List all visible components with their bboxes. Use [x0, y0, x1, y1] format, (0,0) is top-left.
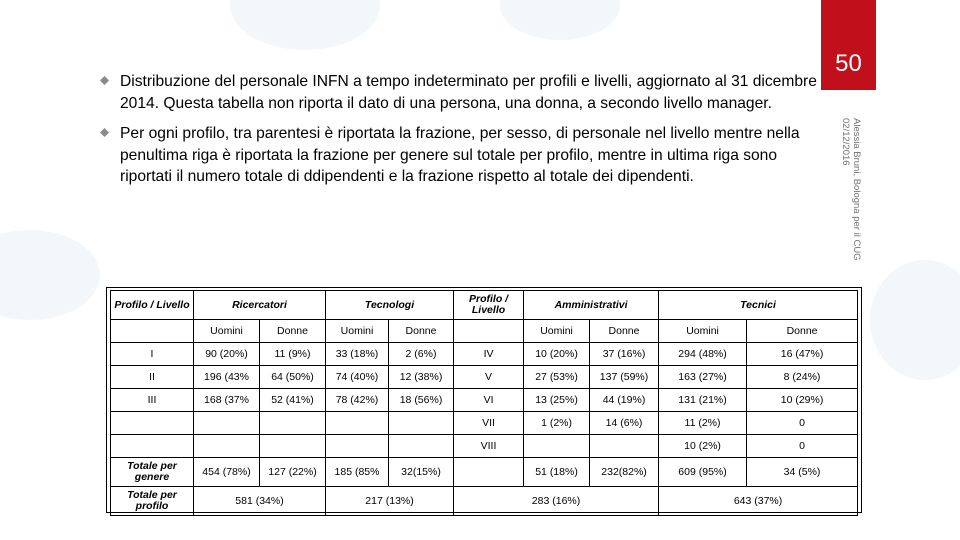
- cell: 34 (5%): [747, 458, 858, 487]
- cell: 127 (22%): [260, 458, 326, 487]
- cell: 196 (43%: [194, 366, 260, 389]
- header-tecnici: Tecnici: [659, 291, 858, 320]
- cell: 51 (18%): [524, 458, 590, 487]
- cell-level: [111, 435, 194, 458]
- cell-level: I: [111, 343, 194, 366]
- header-profilo-livello-2: Profilo / Livello: [454, 291, 524, 320]
- cell: 454 (78%): [194, 458, 260, 487]
- background-blob: [870, 260, 960, 380]
- cell: 27 (53%): [524, 366, 590, 389]
- sub-donne: Donne: [590, 320, 659, 343]
- background-blob: [500, 0, 620, 40]
- cell: 10 (29%): [747, 389, 858, 412]
- cell: 232(82%): [590, 458, 659, 487]
- bullet-text: Per ogni profilo, tra parentesi è riportata la frazione, per sesso, di personale nel livello mentre nella penultima riga è riportata la frazione per genere sul totale per profilo, mentre in ultima riga sono riportati il numero totale di ddipendenti e la frazione rispetto al totale dei dipendenti.: [120, 125, 800, 185]
- cell-level: V: [454, 366, 524, 389]
- cell: 581 (34%): [194, 487, 326, 516]
- cell: 14 (6%): [590, 412, 659, 435]
- cell: 283 (16%): [454, 487, 659, 516]
- cell: 74 (40%): [326, 366, 389, 389]
- cell: 32(15%): [389, 458, 454, 487]
- cell: [389, 412, 454, 435]
- cell: 12 (38%): [389, 366, 454, 389]
- cell: 10 (2%): [659, 435, 747, 458]
- cell: 90 (20%): [194, 343, 260, 366]
- table-row: [111, 435, 858, 458]
- totale-genere-row: [111, 458, 858, 487]
- cell: 131 (21%): [659, 389, 747, 412]
- cell-level: VI: [454, 389, 524, 412]
- cell: 168 (37%: [194, 389, 260, 412]
- cell: 1 (2%): [524, 412, 590, 435]
- sub-donne: Donne: [389, 320, 454, 343]
- diamond-bullet-icon: [100, 76, 109, 85]
- author-text: Alessia Bruni, Bologna per il CUG: [851, 118, 862, 261]
- table-subheader-row: [111, 320, 858, 343]
- totale-profilo-row: [111, 487, 858, 516]
- date-text: 02/12/2016: [840, 118, 851, 166]
- sub-uomini: Uomini: [194, 320, 260, 343]
- cell: 18 (56%): [389, 389, 454, 412]
- sub-uomini: Uomini: [659, 320, 747, 343]
- personnel-table: [110, 290, 858, 516]
- cell: 11 (2%): [659, 412, 747, 435]
- cell: [194, 412, 260, 435]
- background-blob: [0, 230, 100, 320]
- cell-level: III: [111, 389, 194, 412]
- cell-level: VIII: [454, 435, 524, 458]
- sub-donne: Donne: [260, 320, 326, 343]
- table-row: [111, 389, 858, 412]
- cell: 163 (27%): [659, 366, 747, 389]
- bullet-list: [100, 71, 820, 197]
- cell: 33 (18%): [326, 343, 389, 366]
- cell-level: II: [111, 366, 194, 389]
- cell: 2 (6%): [389, 343, 454, 366]
- cell: [194, 435, 260, 458]
- table-header-row: [111, 291, 858, 320]
- diamond-bullet-icon: [100, 128, 109, 137]
- table-row: [111, 366, 858, 389]
- sub-donne: Donne: [747, 320, 858, 343]
- cell: 13 (25%): [524, 389, 590, 412]
- cell: [326, 412, 389, 435]
- cell: 64 (50%): [260, 366, 326, 389]
- background-blob: [230, 0, 380, 50]
- cell: [260, 412, 326, 435]
- cell: 78 (42%): [326, 389, 389, 412]
- cell: 37 (16%): [590, 343, 659, 366]
- cell: 0: [747, 412, 858, 435]
- header-ricercatori: Ricercatori: [194, 291, 326, 320]
- header-amministrativi: Amministrativi: [524, 291, 659, 320]
- header-tecnologi: Tecnologi: [326, 291, 454, 320]
- cell: [389, 435, 454, 458]
- cell: 137 (59%): [590, 366, 659, 389]
- cell: [260, 435, 326, 458]
- totale-profilo-label: Totale per profilo: [111, 487, 194, 516]
- cell: 11 (9%): [260, 343, 326, 366]
- table-row: [111, 343, 858, 366]
- bullet-text: Distribuzione del personale INFN a tempo indeterminato per profili e livelli, aggiornato al 31 dicembre 2014. Questa tabella non riporta il dato di una persona, una donna, a secondo livello manager.: [120, 73, 817, 112]
- cell: 609 (95%): [659, 458, 747, 487]
- cell: 217 (13%): [326, 487, 454, 516]
- cell: 643 (37%): [659, 487, 858, 516]
- header-profilo-livello: Profilo / Livello: [111, 291, 194, 320]
- table-row: [111, 412, 858, 435]
- cell: 185 (85%: [326, 458, 389, 487]
- slide-number: 50: [821, 0, 876, 90]
- cell: [524, 435, 590, 458]
- cell-level: [111, 412, 194, 435]
- cell-level: VII: [454, 412, 524, 435]
- cell: 44 (19%): [590, 389, 659, 412]
- cell: 52 (41%): [260, 389, 326, 412]
- cell: [590, 435, 659, 458]
- cell: 8 (24%): [747, 366, 858, 389]
- sub-uomini: Uomini: [524, 320, 590, 343]
- cell: 16 (47%): [747, 343, 858, 366]
- cell: 294 (48%): [659, 343, 747, 366]
- bullet-item: [100, 71, 820, 114]
- cell-level: IV: [454, 343, 524, 366]
- sub-uomini: Uomini: [326, 320, 389, 343]
- cell: 10 (20%): [524, 343, 590, 366]
- bullet-item: [100, 123, 820, 188]
- side-footer: [840, 118, 864, 293]
- cell: [326, 435, 389, 458]
- cell: 0: [747, 435, 858, 458]
- totale-genere-label: Totale per genere: [111, 458, 194, 487]
